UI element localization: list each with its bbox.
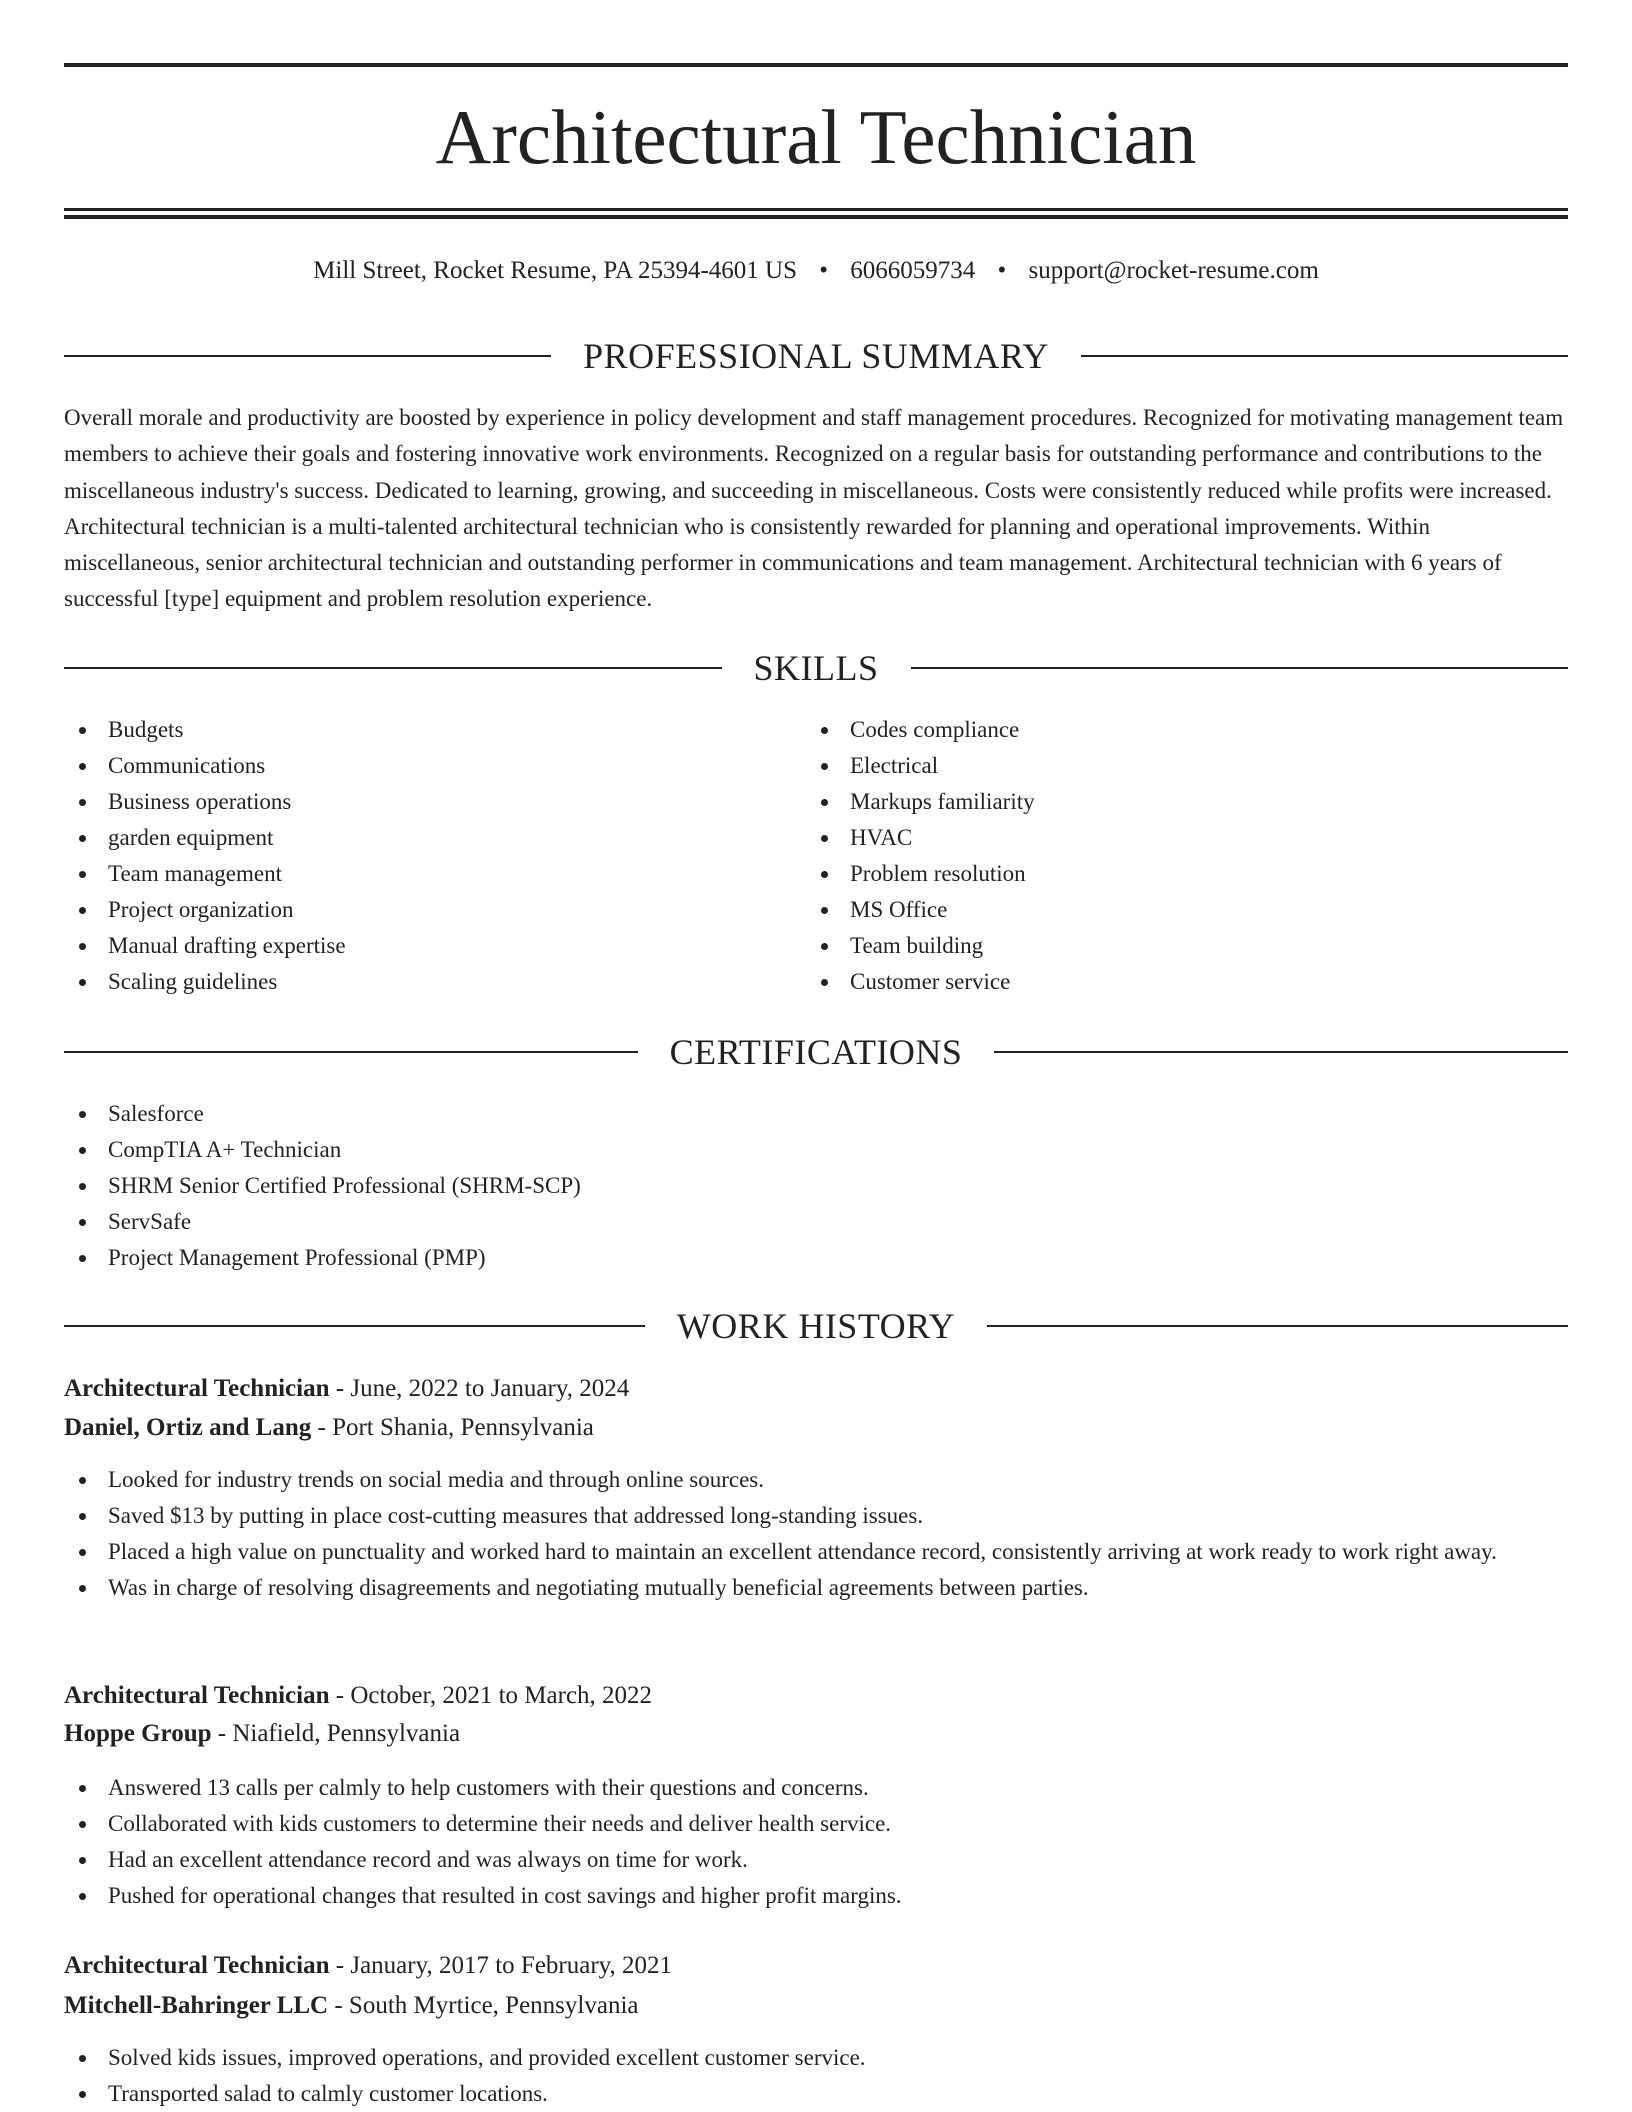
section-header-certifications (64, 1030, 1568, 1074)
top-rule (64, 63, 1568, 67)
section-header-skills (64, 646, 1568, 690)
section-title-certifications: CERTIFICATIONS (669, 1032, 963, 1072)
job-bullet: Pushed for operational changes that resulted in cost savings and higher profit margins. (64, 1878, 1568, 1914)
job-dates: - January, 2017 to February, 2021 (329, 1952, 673, 1979)
certification-item: SHRM Senior Certified Professional (SHRM-SCP) (64, 1168, 1568, 1204)
certifications-list (64, 1096, 1568, 1276)
job-location: - South Myrtice, Pennsylvania (328, 1992, 639, 2019)
job-title-line (64, 1370, 1568, 1408)
job-bullet: Collaborated with kids customers to determine their needs and deliver health service. (64, 1806, 1568, 1842)
job-dates: - October, 2021 to March, 2022 (329, 1682, 653, 1709)
section-rule-left (64, 355, 551, 357)
job-dates: - June, 2022 to January, 2024 (329, 1375, 630, 1402)
job-bullets (64, 1770, 1568, 1914)
title-rule-upper (64, 208, 1568, 211)
section-header-work-history (64, 1304, 1568, 1348)
job-company: Mitchell-Bahringer LLC (64, 1992, 329, 2019)
certification-item: CompTIA A+ Technician (64, 1132, 1568, 1168)
skill-item: Project organization (64, 892, 764, 928)
contact-separator: • (997, 257, 1007, 284)
job-bullet: Saved $13 by putting in place cost-cutting measures that addressed long-standing issues. (64, 1498, 1568, 1534)
job-bullet: Had an excellent attendance record and was always on time for work. (64, 1842, 1568, 1878)
skill-item: Codes compliance (806, 712, 1506, 748)
job-company-line (64, 1409, 1568, 1447)
section-title-skills: SKILLS (753, 648, 879, 688)
section-rule-left (64, 667, 722, 669)
job-company-line (64, 1715, 1568, 1753)
skill-item: Business operations (64, 784, 764, 820)
title-rule-lower (64, 215, 1568, 219)
skill-item: Electrical (806, 748, 1506, 784)
job-location: - Port Shania, Pennsylvania (311, 1414, 594, 1441)
skill-item: HVAC (806, 820, 1506, 856)
job-title-line (64, 1947, 1568, 1985)
certification-item: ServSafe (64, 1204, 1568, 1240)
certification-item: Salesforce (64, 1096, 1568, 1132)
skills-list-left (64, 712, 764, 1000)
skill-item: Team management (64, 856, 764, 892)
skill-item: Communications (64, 748, 764, 784)
section-title-work-history: WORK HISTORY (676, 1306, 956, 1346)
skill-item: MS Office (806, 892, 1506, 928)
skill-item: Budgets (64, 712, 764, 748)
contact-line (64, 253, 1568, 289)
skill-item: garden equipment (64, 820, 764, 856)
contact-separator: • (819, 257, 828, 284)
job-title: Architectural Technician (64, 1375, 330, 1402)
skills-list-right (806, 712, 1506, 1000)
skill-item: Team building (806, 928, 1506, 964)
contact-phone: 6066059734 (850, 257, 976, 284)
job-location: - Niafield, Pennsylvania (211, 1720, 461, 1747)
job-bullet: Solved kids issues, improved operations, and provided excellent customer service. (64, 2040, 1568, 2076)
job-bullet: Transported salad to calmly customer locations. (64, 2076, 1568, 2112)
skill-item: Markups familiarity (806, 784, 1506, 820)
skill-item: Manual drafting expertise (64, 928, 764, 964)
section-rule-left (64, 1051, 638, 1053)
job-bullet: Answered 13 calls per calmly to help customers with their questions and concerns. (64, 1770, 1568, 1806)
professional-summary: Overall morale and productivity are boosted by experience in policy development and staff management procedures. Recognized for motivating management team members to achieve their goals and fostering innovative work environments. Recognized on a regular basis for outstanding performance and contributions to the miscellaneous industry's success. Dedicated to learning, growing, and succeeding in miscellaneous. Costs were consistently reduced while profits were increased. Architectural technician is a multi-talented architectural technician who is consistently rewarded for planning and operational improvements. Within miscellaneous, senior architectural technician and outstanding performer in communications and team management. Architectural technician with 6 years of successful [type] equipment and problem resolution experience. (64, 405, 1564, 612)
contact-email: support@rocket-resume.com (1028, 257, 1319, 284)
skill-item: Problem resolution (806, 856, 1506, 892)
job-title: Architectural Technician (64, 1952, 330, 1979)
job-bullet: Placed a high value on punctuality and worked hard to maintain an excellent attendance record, consistently arriving at work ready to work right away. (64, 1534, 1568, 1570)
section-header-summary (64, 334, 1568, 378)
job-title-line (64, 1677, 1568, 1715)
job-title: Architectural Technician (64, 1682, 330, 1709)
job-bullets (64, 1462, 1568, 1606)
section-rule-right (1081, 355, 1568, 357)
resume-title: Architectural Technician (435, 94, 1197, 180)
job-company: Daniel, Ortiz and Lang (64, 1414, 312, 1441)
job-company: Hoppe Group (64, 1720, 212, 1747)
job-bullet: Looked for industry trends on social media and through online sources. (64, 1462, 1568, 1498)
section-rule-right (987, 1325, 1568, 1327)
section-rule-left (64, 1325, 645, 1327)
certification-item: Project Management Professional (PMP) (64, 1240, 1568, 1276)
job-company-line (64, 1987, 1568, 2025)
job-bullets (64, 2040, 1568, 2112)
section-title-summary: PROFESSIONAL SUMMARY (583, 336, 1049, 376)
section-rule-right (994, 1051, 1568, 1053)
job-bullet: Was in charge of resolving disagreements and negotiating mutually beneficial agreements between parties. (64, 1570, 1568, 1606)
contact-address: Mill Street, Rocket Resume, PA 25394-4601 US (313, 257, 797, 284)
skill-item: Scaling guidelines (64, 964, 764, 1000)
section-rule-right (911, 667, 1569, 669)
skill-item: Customer service (806, 964, 1506, 1000)
